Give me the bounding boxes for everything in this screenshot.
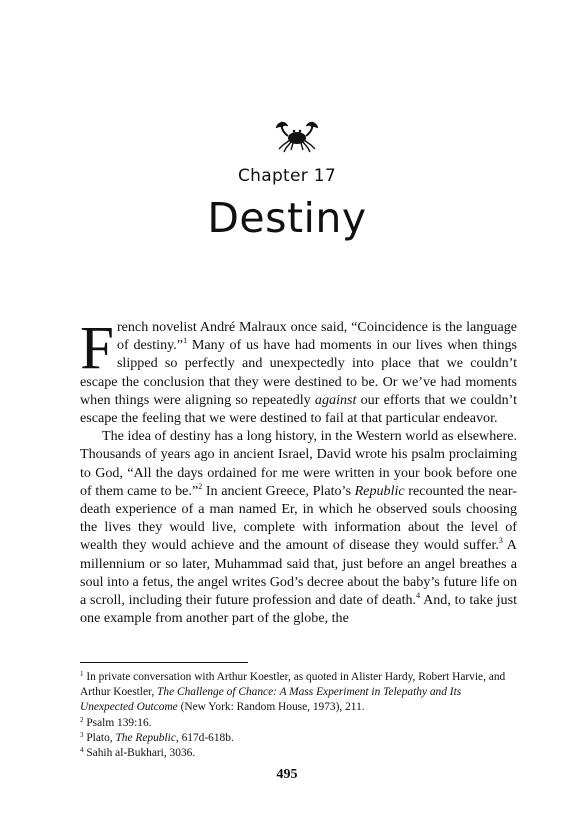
footnote-divider (80, 662, 248, 663)
footnote-number: 3 (80, 730, 84, 739)
chapter-label: Chapter 17 (237, 166, 336, 186)
text-run: The idea of destiny has a long history, in the Western world as elsewhere. Thousands of years ago in ancient Israel, David wrote his psalm proclaiming to God, “All the days ordained for me were written in your book before one of them came to be.” (80, 428, 517, 499)
footnote-ref[interactable]: 4 (416, 591, 421, 601)
footnote-ref[interactable]: 3 (498, 536, 503, 546)
text-run: And, to take just one example from another part of the globe, the (80, 592, 517, 627)
footnote-number: 2 (80, 715, 84, 724)
drop-cap: F (80, 315, 114, 382)
footnote-item (80, 746, 517, 761)
footnote-ref[interactable]: 2 (198, 481, 203, 491)
paragraph (80, 427, 517, 627)
footnote-ref[interactable]: 1 (183, 336, 188, 346)
page-number: 495 (276, 767, 298, 782)
footnote-text: Plato, (83, 731, 116, 744)
footnote-item (80, 716, 517, 731)
footnote-book-title: The Republic (115, 731, 176, 744)
footnotes (80, 670, 517, 761)
footnote-text: , 617d-618b. (175, 731, 234, 744)
chapter-body (80, 315, 517, 627)
text-run: rench novelist André Malraux once said, “Coincidence is the language of destiny.” (116, 319, 517, 354)
crab-icon (270, 118, 324, 154)
footnote-text: Sahih al-Bukhari, 3036. (83, 747, 196, 760)
emphasis: against (314, 391, 357, 408)
footnote-number: 4 (80, 746, 84, 755)
footnote-book-title: The Challenge of Chance: A Mass Experiment in Telepathy and Its Unexpected Outcome (80, 686, 462, 714)
text-run: In ancient Greece, Plato’s (202, 482, 355, 499)
chapter-title: Destiny (207, 194, 367, 242)
text-run: Many of us have had moments in our lives when things slipped so perfectly and unexpectedly into place that we couldn’t escape the conclusion that they were destined to be. Or we’ve had moments when things were aligning so repeatedly (80, 337, 517, 408)
footnote-number: 1 (80, 670, 84, 678)
paragraph (80, 315, 517, 427)
footnote-item (80, 670, 517, 716)
footnote-text: Psalm 139:16. (83, 716, 152, 729)
book-title: Republic (354, 482, 405, 499)
text-run: our efforts that we couldn’t escape the feeling that we were destined to fail at that particular endeavor. (80, 391, 517, 427)
footnote-text: In private conversation with Arthur Koestler, as quoted in Alister Hardy, Robert Harvie, and Arthur Koestler, (80, 671, 506, 699)
text-run: recounted the near-death experience of a man named Er, in which he observed souls choosing the lives they would live, complete with information about the level of wealth they would achieve and the amount of disease they would suffer. (80, 482, 517, 554)
text-run: A millennium or so later, Muhammad said that, just before an angel breathes a soul into a fetus, the angel writes God’s decree about the baby’s future life on a scroll, including their future profession and date of death. (80, 537, 517, 609)
footnote-text: (New York: Random House, 1973), 211. (177, 701, 365, 714)
footnote-item (80, 731, 517, 746)
